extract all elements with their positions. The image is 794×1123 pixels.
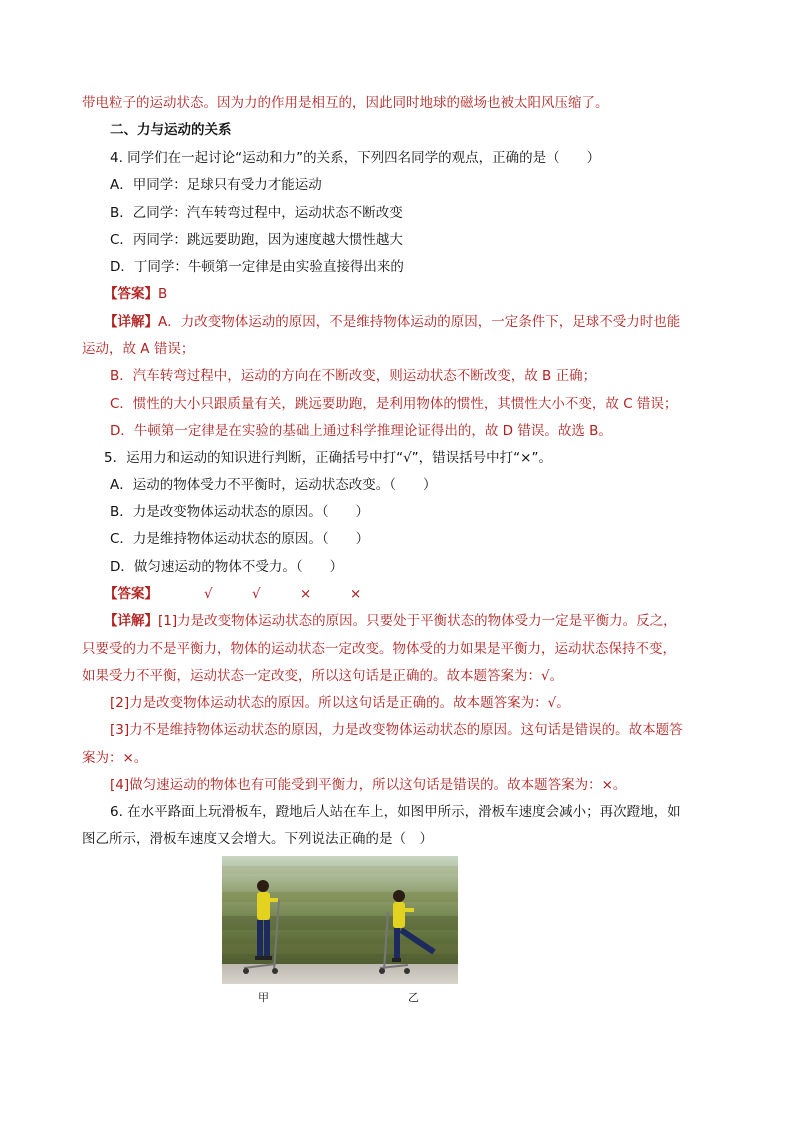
- q4-detail-label: 【详解】: [104, 314, 158, 330]
- q5-option-b: B．力是改变物体运动状态的原因。（ ）: [110, 504, 370, 520]
- q4-answer-label: 【答案】: [104, 286, 158, 302]
- q5-stem: 5．运用力和运动的知识进行判断，正确括号中打“√”，错误括号中打“×”。: [104, 450, 552, 466]
- scooter-photo: [222, 856, 458, 984]
- q4-answer-value: B: [158, 286, 168, 302]
- q5-detail-line-6: 案为：×。: [82, 750, 148, 766]
- q4-detail-line-5: D．牛顿第一定律是在实验的基础上通过科学推理论证得出的，故 D 错误。故选 B。: [110, 423, 612, 439]
- q5-answer-mark-4: ×: [350, 586, 362, 602]
- q4-detail-line-2: 运动，故 A 错误；: [82, 341, 195, 357]
- q5-option-a: A．运动的物体受力不平衡时，运动状态改变。（ ）: [110, 477, 437, 493]
- q5-detail-line-4: [2]力是改变物体运动状态的原因。所以这句话是正确的。故本题答案为：√。: [110, 695, 570, 711]
- q4-detail-line-3: B．汽车转弯过程中，运动的方向在不断改变，则运动状态不断改变，故 B 正确；: [110, 368, 597, 384]
- q6-stem-line-2: 图乙所示，滑板车速度又会增大。下列说法正确的是（ ）: [82, 831, 433, 847]
- q4-answer: [104, 285, 167, 303]
- q4-stem: 4. 同学们在一起讨论“运动和力”的关系，下列四名同学的观点，正确的是（ ）: [110, 150, 601, 166]
- intro-line: 带电粒子的运动状态。因为力的作用是相互的，因此同时地球的磁场也被太阳风压缩了。: [82, 95, 609, 111]
- section-heading: 二、力与运动的关系: [110, 122, 232, 138]
- q6-stem-line-1: 6. 在水平路面上玩滑板车，蹬地后人站在车上，如图甲所示，滑板车速度会减小；再次蹬地，如: [110, 804, 681, 820]
- q5-option-d: D．做匀速运动的物体不受力。（ ）: [110, 559, 344, 575]
- q4-option-b: B．乙同学：汽车转弯过程中，运动状态不断改变: [110, 205, 403, 221]
- q4-detail-line-4: C．惯性的大小只跟质量有关，跳远要助跑，是利用物体的惯性，其惯性大小不变，故 C 错误；: [110, 396, 678, 412]
- q5-answer-mark-3: ×: [300, 586, 312, 602]
- q5-detail-line-3: 如果受力不平衡，运动状态一定改变，所以这句话是正确的。故本题答案为：√。: [82, 668, 564, 684]
- q5-detail-line-7: [4]做匀速运动的物体也有可能受到平衡力，所以这句话是错误的。故本题答案为：×。: [110, 777, 627, 793]
- q5-answer-mark-2: √: [252, 586, 261, 602]
- q5-detail-line-1: [104, 612, 677, 630]
- q5-detail-text-1: [1]力是改变物体运动状态的原因。只要处于平衡状态的物体受力一定是平衡力。反之，: [158, 613, 677, 629]
- q5-detail-line-5: [3]力不是维持物体运动状态的原因，力是改变物体运动状态的原因。这句话是错误的。故本题答: [110, 722, 683, 738]
- q4-option-c: C．丙同学：跳远要助跑，因为速度越大惯性越大: [110, 232, 403, 248]
- q4-detail-text-1: A．力改变物体运动的原因，不是维持物体运动的原因，一定条件下，足球不受力时也能: [158, 314, 681, 330]
- q5-option-c: C．力是维持物体运动状态的原因。（ ）: [110, 531, 370, 547]
- q4-option-d: D．丁同学：牛顿第一定律是由实验直接得出来的: [110, 259, 404, 275]
- q4-detail-line-1: [104, 313, 680, 331]
- q5-detail-label: 【详解】: [104, 613, 158, 629]
- q5-answer-label: 【答案】: [104, 586, 158, 602]
- q5-answer: [104, 585, 404, 603]
- figure-caption-jia: 甲: [258, 991, 269, 1004]
- q5-detail-line-2: 只要受的力不是平衡力，物体的运动状态一定改变。物体受的力如果是平衡力，运动状态保持不变，: [82, 641, 676, 657]
- figure-caption-yi: 乙: [408, 991, 419, 1004]
- q4-option-a: A．甲同学：足球只有受力才能运动: [110, 177, 322, 193]
- q5-answer-mark-1: √: [204, 586, 213, 602]
